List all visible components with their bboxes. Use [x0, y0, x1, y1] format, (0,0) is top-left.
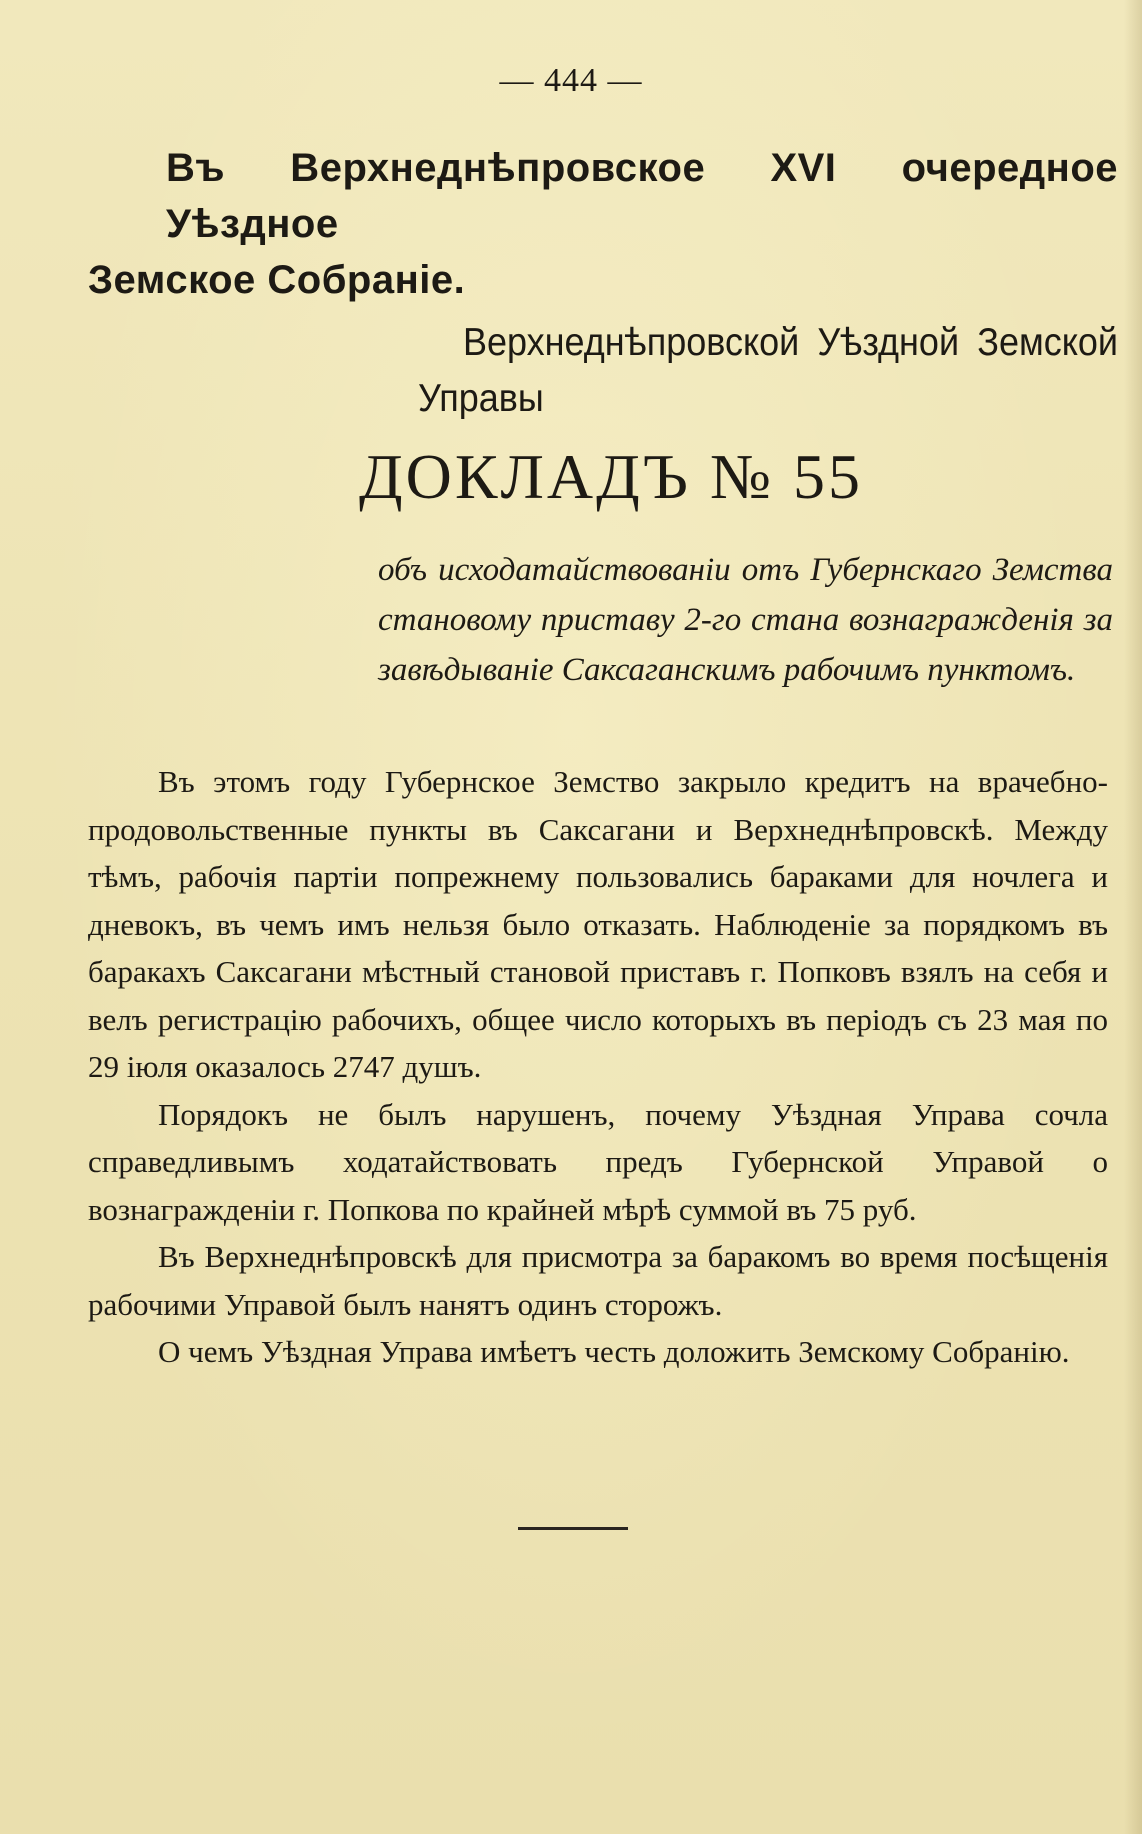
sender-heading	[418, 314, 1118, 426]
body-paragraph-1: Въ этомъ году Губернское Земство закрыло кредитъ на врачебно-продовольственные пункты въ Саксагани и Верхнеднѣпровскѣ. Между тѣмъ, рабочія партіи попрежнему пользовались бараками для ночлега и дневокъ, въ чемъ имъ нельзя было отказать. Наблюденіе за порядкомъ въ баракахъ Саксагани мѣстный становой приставъ г. Попковъ взялъ на себя и велъ регистрацію рабочихъ, общее число которыхъ въ періодъ съ 23 мая по 29 іюля оказалось 2747 душъ.	[88, 764, 1108, 1084]
end-divider-rule	[518, 1527, 628, 1530]
addressee-line-1: Въ Верхнеднѣпровское XVI очередное Уѣздное	[166, 146, 1118, 246]
report-subject: объ исходатайствованіи отъ Губернскаго Земства становому приставу 2-го стана вознагражденія за завѣдываніе Саксаганскимъ рабочимъ пунктомъ.	[378, 552, 1113, 688]
body-paragraph-3: Въ Верхнеднѣпровскѣ для присмотра за баракомъ во время посѣщенія рабочими Управой былъ нанятъ одинъ сторожъ.	[88, 1239, 1108, 1322]
sender-line-1: Верхнеднѣпровской Уѣздной Земской	[463, 319, 1118, 364]
page-edge-shadow	[1124, 0, 1142, 1834]
addressee-heading	[88, 140, 1118, 308]
page-number: — 444 —	[499, 62, 643, 99]
sender-line-2: Управы	[418, 375, 544, 420]
report-title: ДОКЛАДЪ № 55	[358, 441, 864, 512]
body-paragraph-2: Порядокъ не былъ нарушенъ, почему Уѣздная Управа сочла справедливымъ ходатайствовать предъ Губернской Управой о вознагражденіи г. Попкова по крайней мѣрѣ суммой въ 75 руб.	[88, 1096, 1108, 1227]
body-paragraph-4: О чемъ Уѣздная Управа имѣетъ честь доложить Земскому Собранію.	[158, 1334, 1070, 1369]
report-body	[88, 758, 1108, 1376]
addressee-line-2: Земское Собраніе.	[88, 258, 466, 302]
